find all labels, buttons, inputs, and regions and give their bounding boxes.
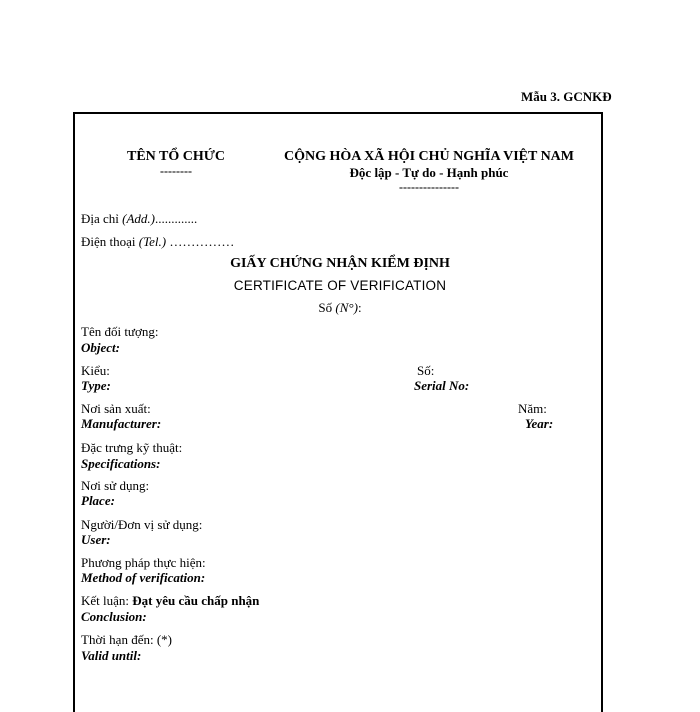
form-code: Mẫu 3. GCNKĐ xyxy=(521,89,612,104)
phone-dots: …………… xyxy=(169,234,235,249)
specifications-label-vn: Đặc trưng kỹ thuật: xyxy=(81,440,183,455)
conclusion-line xyxy=(81,593,259,609)
serial-label-vn: Số: xyxy=(417,363,435,378)
address-label: Địa chỉ xyxy=(81,211,119,226)
certificate-number-en: (N°) xyxy=(335,300,358,315)
certificate-number-colon: : xyxy=(357,300,362,315)
address-dots: ............. xyxy=(155,211,198,226)
motto-divider: --------------- xyxy=(399,180,459,194)
method-label-vn: Phương pháp thực hiện: xyxy=(81,555,206,570)
phone-label: Điện thoại xyxy=(81,234,136,249)
manufacturer-label-en: Manufacturer: xyxy=(81,416,162,431)
valid-until-label-en: Valid until: xyxy=(81,648,142,663)
type-label-en: Type: xyxy=(81,378,111,393)
valid-until-label-vn: Thời hạn đến: (*) xyxy=(81,632,172,647)
phone-line xyxy=(81,234,234,250)
year-label-en: Year: xyxy=(525,416,554,431)
conclusion-label-en: Conclusion: xyxy=(81,609,147,624)
certificate-number xyxy=(318,300,361,316)
nation-title: CỘNG HÒA XÃ HỘI CHỦ NGHĨA VIỆT NAM xyxy=(283,149,575,164)
phone-en: (Tel.) xyxy=(138,234,167,249)
motto: Độc lập - Tự do - Hạnh phúc xyxy=(349,165,509,180)
address-line xyxy=(81,211,197,227)
conclusion-value: Đạt yêu cầu chấp nhận xyxy=(132,593,260,608)
address-en: (Add.) xyxy=(122,211,156,226)
conclusion-label-vn: Kết luận: xyxy=(81,593,130,608)
place-label-vn: Nơi sử dụng: xyxy=(81,478,150,493)
serial-label-en: Serial No: xyxy=(414,378,470,393)
type-label-vn: Kiểu: xyxy=(81,363,110,378)
object-label-en: Object: xyxy=(81,340,120,355)
org-divider: -------- xyxy=(160,164,192,178)
specifications-label-en: Specifications: xyxy=(81,456,161,471)
method-label-en: Method of verification: xyxy=(81,570,206,585)
year-label-vn: Năm: xyxy=(518,401,547,416)
certificate-number-label: Số xyxy=(318,300,333,315)
user-label-vn: Người/Đơn vị sử dụng: xyxy=(81,517,203,532)
org-name: TÊN TỔ CHỨC xyxy=(126,149,226,164)
user-label-en: User: xyxy=(81,532,111,547)
certificate-title-en: CERTIFICATE OF VERIFICATION xyxy=(233,278,447,293)
manufacturer-label-vn: Nơi sản xuất: xyxy=(81,401,151,416)
certificate-title-vn: GIẤY CHỨNG NHẬN KIỂM ĐỊNH xyxy=(230,256,450,271)
place-label-en: Place: xyxy=(81,493,115,508)
object-label-vn: Tên đối tượng: xyxy=(81,324,159,339)
